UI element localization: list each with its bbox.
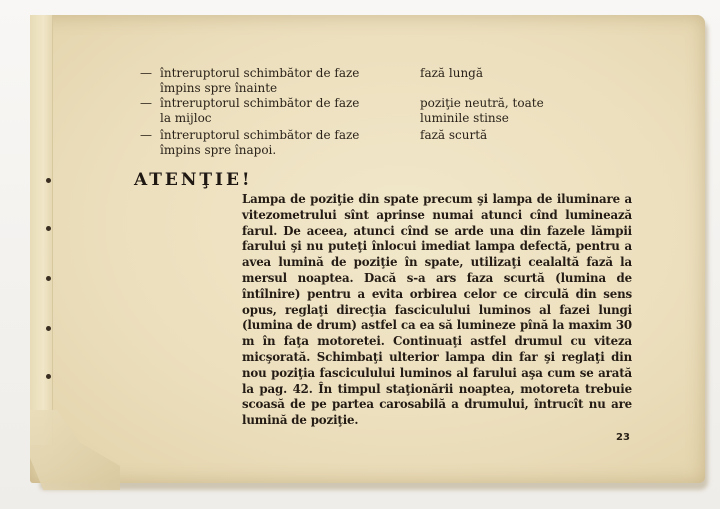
row-dash: — (140, 66, 152, 80)
binding-hole (46, 276, 51, 281)
switch-position-text: întreruptorul schimbător de faze împins spre înapoi. (160, 128, 360, 157)
switch-effect-text: fază scurtă (420, 128, 488, 142)
switch-effect-text: fază lungă (420, 66, 484, 80)
binding-hole (46, 178, 51, 183)
page-number: 23 (616, 432, 630, 443)
switch-effect-text: poziţie neutră, toate luminile stinse (420, 96, 544, 125)
warning-heading: ATENŢIE! (134, 170, 253, 190)
warning-body: Lampa de poziţie din spate precum şi lampa de iluminare a vitezometrului sînt aprinse numai atunci cînd luminează farul. De aceea, atunci cînd se arde una din fazele lămpii farului şi nu puteţi înlocui imediat lampa defectă, pentru a avea lumină de poziţie în spate, utilizaţi cealaltă fază la mersul noaptea. Dacă s-a ars faza scurtă (lumina de întîlnire) pentru a evita orbirea celor ce circulă din sens opus, reglaţi direcţia fasciculului luminos al fazei lungi (lumina de drum) astfel ca ea să lumineze pînă la maxim 30 m în faţa motoretei. Continuaţi astfel drumul cu viteza micşorată. Schimbaţi ulterior lampa din far şi reglaţi din nou poziţia fasciculului luminos al farului aşa cum se arată la pag. 42. În timpul staţionării noaptea, motoreta trebuie scoasă de pe partea carosabilă a drumului, întrucît nu are lumină de poziţie. (242, 192, 632, 428)
row-dash: — (140, 96, 152, 110)
switch-position-text: întreruptorul schimbător de faze la mijloc (160, 96, 360, 125)
binding-hole (46, 326, 51, 331)
switch-position-text: întreruptorul schimbător de faze împins spre înainte (160, 66, 360, 95)
binding-hole (46, 374, 51, 379)
binding-hole (46, 226, 51, 231)
row-dash: — (140, 128, 152, 142)
